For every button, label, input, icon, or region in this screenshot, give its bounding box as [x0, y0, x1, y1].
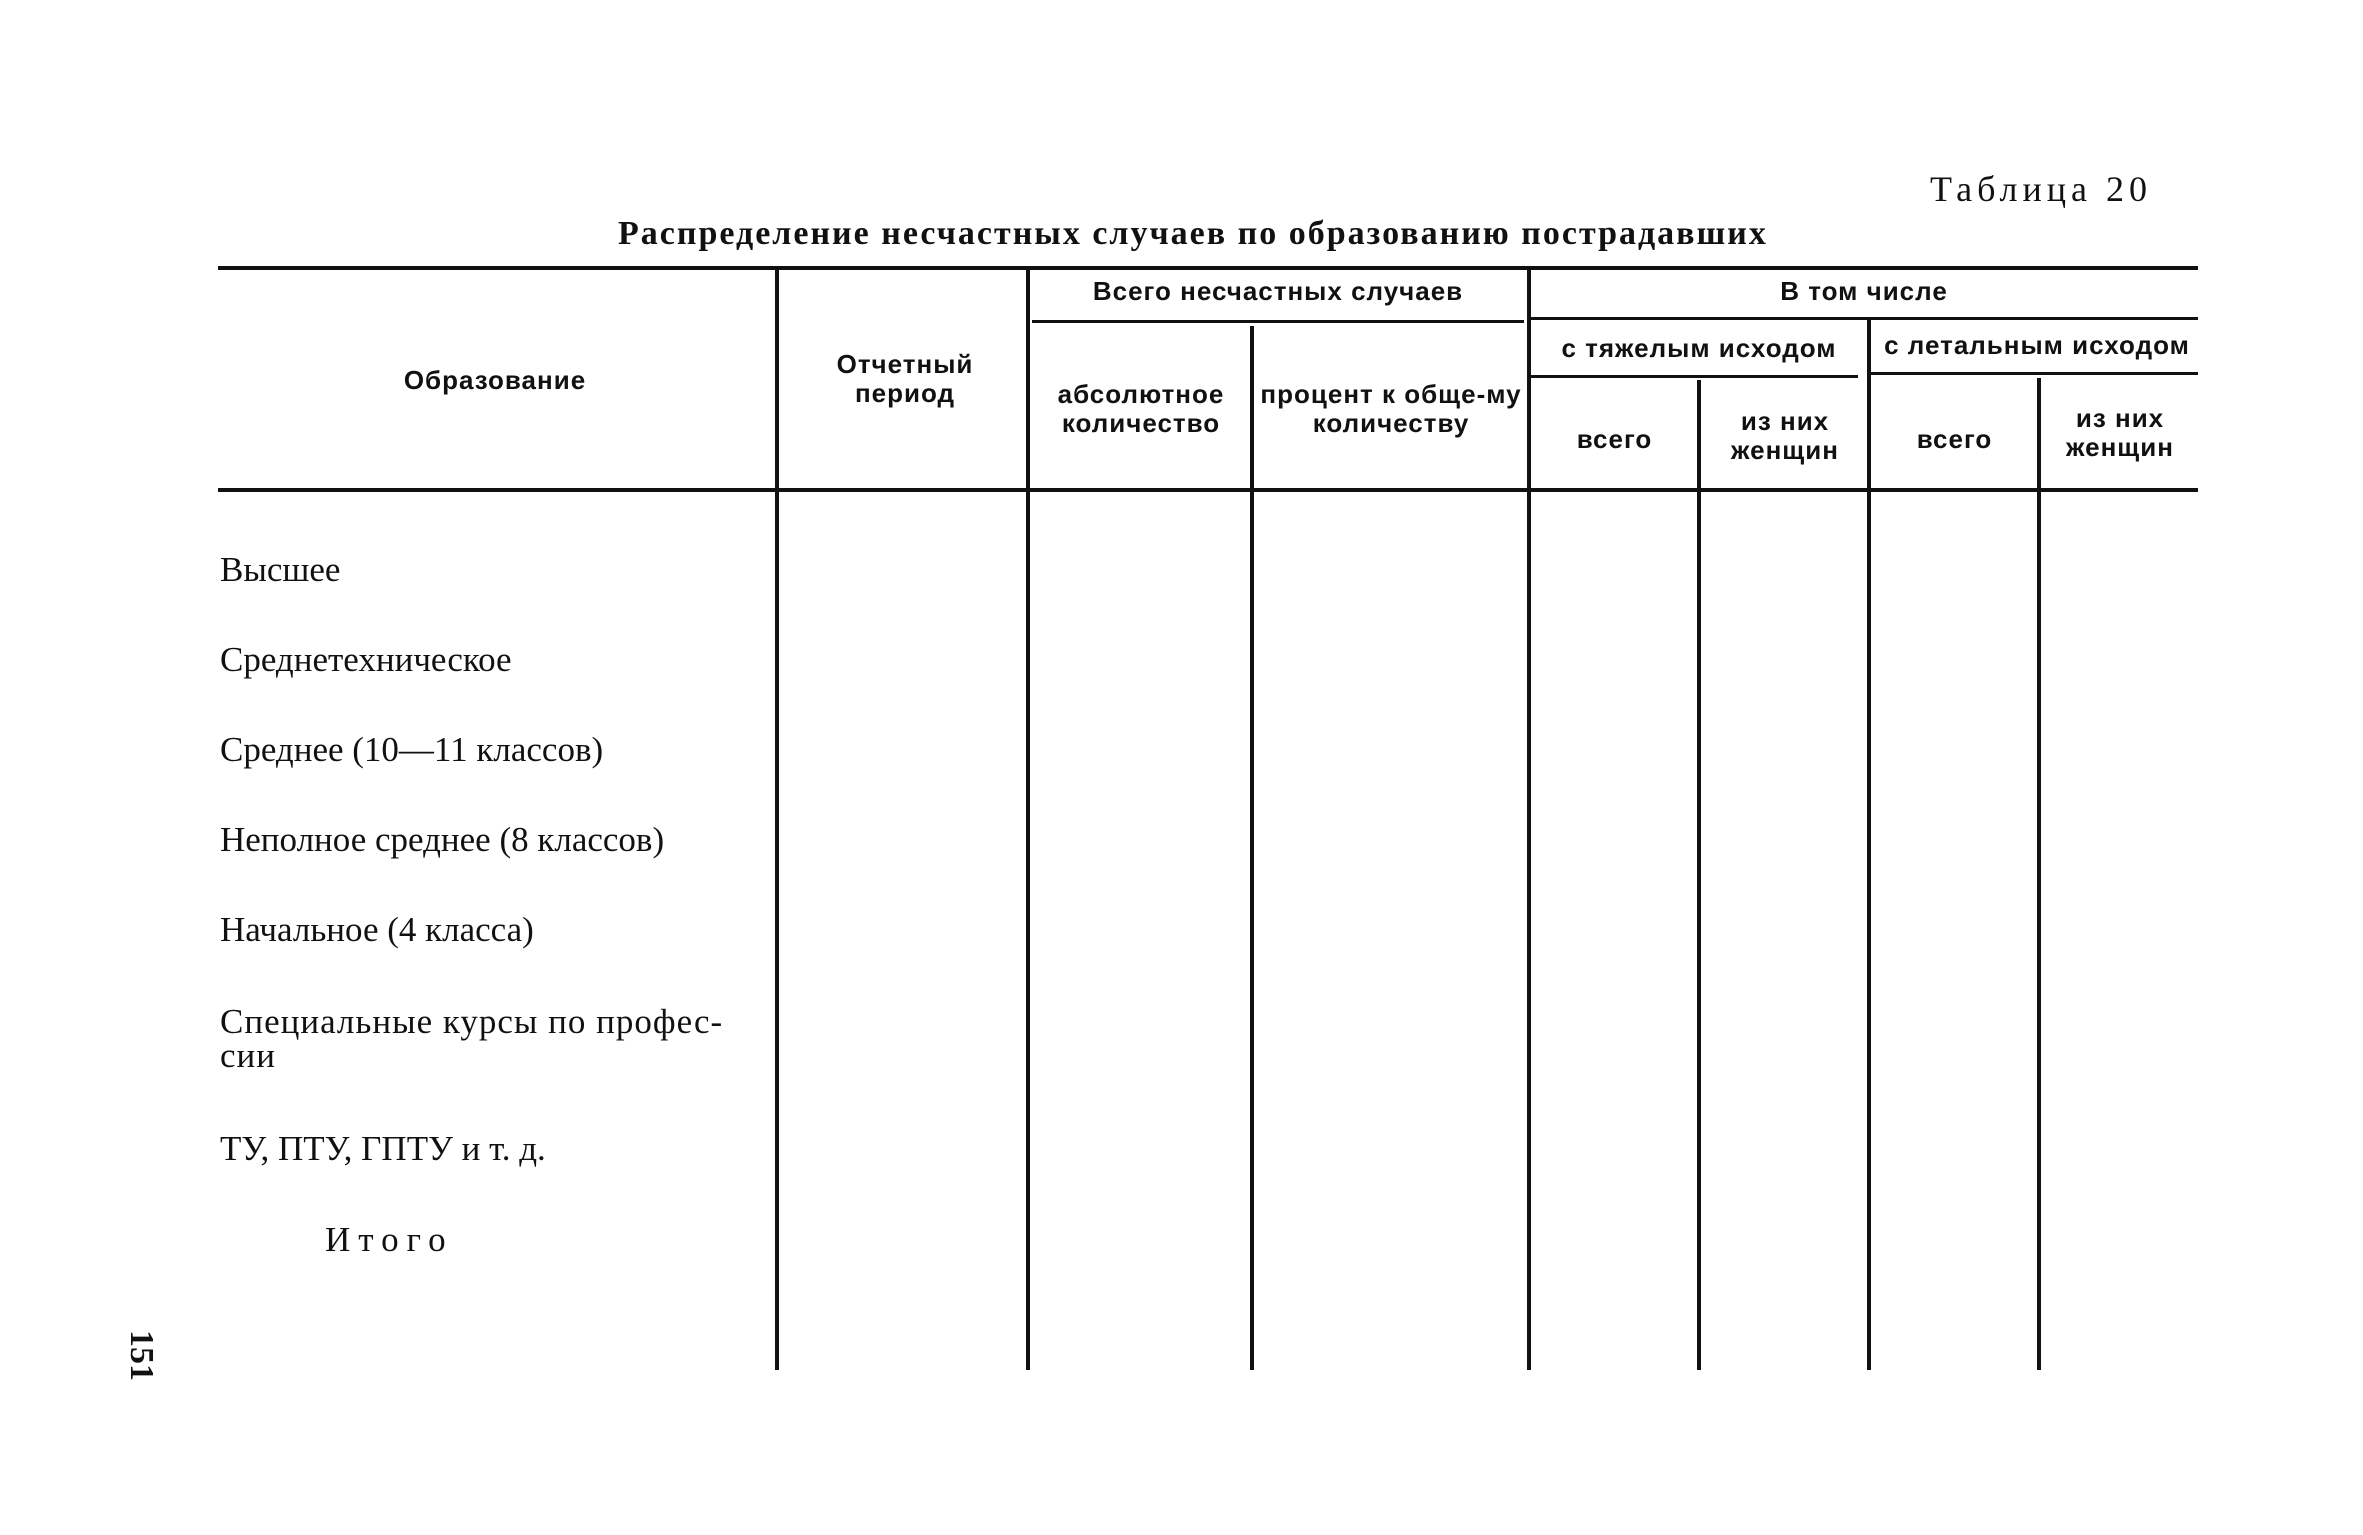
header-education: Образование [403, 365, 587, 395]
severe-rule [1530, 375, 1858, 378]
header-severe: с тяжелым исходом [1561, 333, 1837, 363]
header-percent: процент к обще-му количеству [1260, 379, 1522, 438]
column-divider-absolute [1026, 270, 1030, 1370]
page-number: 151 [123, 1330, 160, 1381]
row-label: Среднее (10—11 классов) [220, 730, 604, 769]
header-lethal-women: из них женщин [2066, 403, 2174, 462]
column-divider-lethal-women [2037, 378, 2041, 1370]
total-accidents-rule [1032, 320, 1524, 323]
table-top-rule [218, 266, 2198, 270]
header-bottom-rule [218, 488, 2198, 492]
table-title: Распределение несчастных случаев по образованию пострадавших [618, 215, 1768, 252]
header-lethal: с летальным исходом [1884, 330, 2190, 360]
header-severe-total: всего [1576, 424, 1653, 454]
row-label: Неполное среднее (8 классов) [220, 820, 665, 859]
column-divider-period [775, 270, 779, 1370]
row-label: Специальные курсы по профес-сии [220, 1002, 724, 1075]
including-rule [1530, 317, 2198, 320]
header-absolute: абсолютное количество [1057, 379, 1225, 438]
row-label: Начальное (4 класса) [220, 910, 534, 949]
header-total-accidents: Всего несчастных случаев [1092, 276, 1464, 306]
column-divider-severe [1527, 270, 1531, 1370]
total-label: Итого [325, 1220, 454, 1259]
column-divider-severe-women [1697, 380, 1701, 1370]
row-label: Среднетехническое [220, 640, 512, 679]
header-including: В том числе [1780, 276, 1948, 306]
column-divider-lethal [1867, 320, 1871, 1370]
header-severe-women: из них женщин [1731, 406, 1839, 465]
column-divider-percent [1250, 326, 1254, 1370]
header-lethal-total: всего [1916, 424, 1993, 454]
lethal-rule [1870, 372, 2198, 375]
row-label: Высшее [220, 550, 341, 589]
table-number: Таблица 20 [1930, 169, 2152, 209]
header-period: Отчетный период [836, 349, 974, 408]
row-label: ТУ, ПТУ, ГПТУ и т. д. [220, 1129, 546, 1168]
